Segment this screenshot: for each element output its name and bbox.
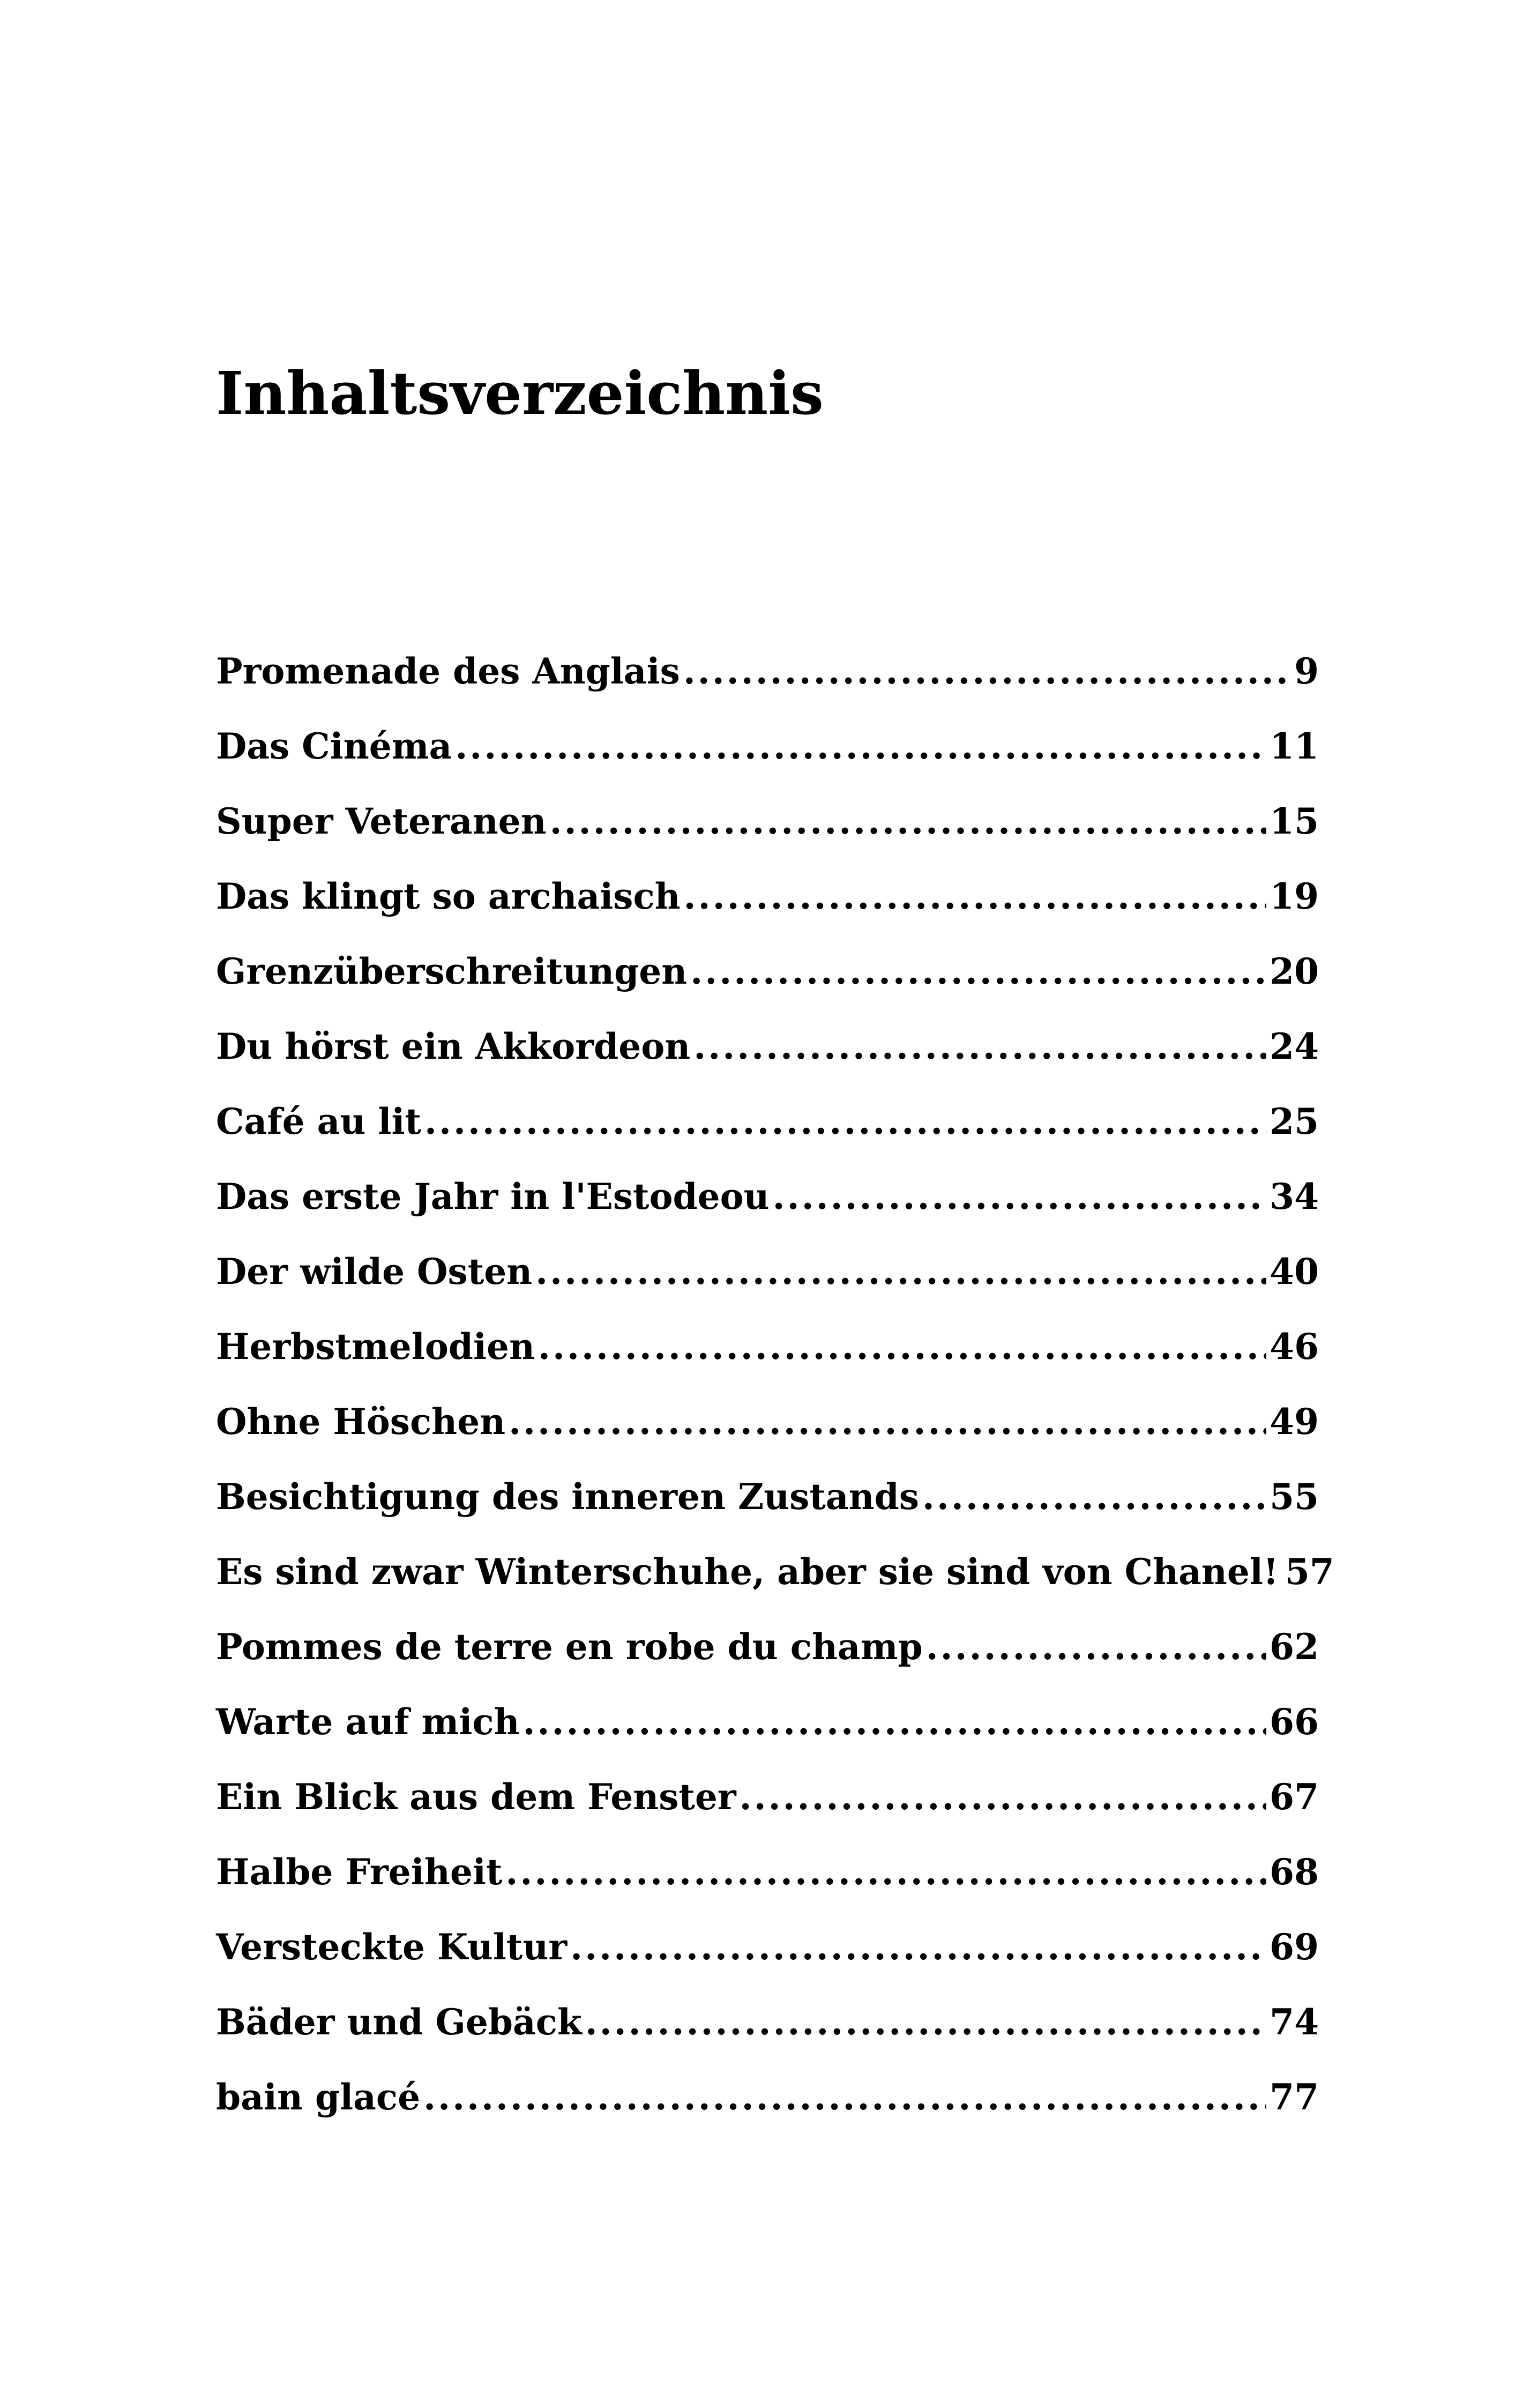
dot-leader — [505, 1834, 1266, 1909]
toc-entry-page-number: 24 — [1270, 1025, 1319, 1067]
toc-entry[interactable] — [216, 1534, 1334, 1609]
toc-entry-page-number: 74 — [1270, 2001, 1319, 2043]
table-of-contents — [216, 634, 1334, 2135]
toc-entry-page-number: 11 — [1270, 725, 1319, 767]
toc-entry[interactable] — [216, 934, 1319, 1009]
toc-entry[interactable] — [216, 1684, 1319, 1759]
toc-entry-title: Herbstmelodien — [216, 1326, 535, 1367]
toc-entry-title: Warte auf mich — [216, 1701, 520, 1743]
toc-entry[interactable] — [216, 634, 1319, 709]
toc-entry[interactable] — [216, 1834, 1319, 1909]
toc-entry-page-number: 25 — [1270, 1101, 1319, 1142]
dot-leader — [523, 1684, 1267, 1759]
toc-entry-title: Der wilde Osten — [216, 1251, 533, 1292]
toc-entry-page-number: 77 — [1270, 2076, 1319, 2118]
toc-entry[interactable] — [216, 1234, 1319, 1309]
toc-entry-page-number: 67 — [1270, 1776, 1319, 1818]
toc-entry-page-number: 46 — [1270, 1326, 1319, 1367]
toc-entry[interactable] — [216, 1084, 1319, 1159]
toc-entry[interactable] — [216, 1985, 1319, 2060]
toc-entry-page-number: 20 — [1270, 950, 1319, 992]
toc-entry-title: Grenzüberschreitungen — [216, 950, 688, 992]
toc-entry[interactable] — [216, 2060, 1319, 2135]
toc-entry-title: Ein Blick aus dem Fenster — [216, 1776, 736, 1818]
dot-leader — [693, 1009, 1266, 1084]
dot-leader — [570, 1909, 1266, 1985]
toc-entry-title: Café au lit — [216, 1101, 422, 1142]
toc-entry[interactable] — [216, 1759, 1319, 1834]
toc-entry[interactable] — [216, 859, 1319, 934]
toc-entry[interactable] — [216, 1909, 1319, 1985]
dot-leader — [455, 709, 1266, 784]
toc-entry-page-number: 68 — [1270, 1851, 1319, 1893]
toc-entry-page-number: 40 — [1270, 1251, 1319, 1292]
toc-entry-page-number: 34 — [1270, 1176, 1319, 1217]
toc-entry[interactable] — [216, 784, 1319, 859]
dot-leader — [922, 1459, 1266, 1534]
toc-entry[interactable] — [216, 1459, 1319, 1534]
toc-entry-title: Das erste Jahr in l'Estodeou — [216, 1176, 770, 1217]
toc-entry-title: bain glacé — [216, 2076, 421, 2118]
toc-entry-title: Es sind zwar Winterschuhe, aber sie sind von Chanel! — [216, 1551, 1279, 1593]
toc-entry-title: Das klingt so archaisch — [216, 875, 681, 917]
dot-leader — [683, 634, 1291, 709]
toc-entry-page-number: 49 — [1270, 1401, 1319, 1443]
toc-entry-title: Ohne Höschen — [216, 1401, 506, 1443]
toc-entry[interactable] — [216, 1384, 1319, 1459]
toc-entry-title: Super Veteranen — [216, 800, 547, 842]
toc-entry-page-number: 9 — [1294, 650, 1319, 692]
toc-entry-title: Bäder und Gebäck — [216, 2001, 582, 2043]
dot-leader — [585, 1985, 1266, 2060]
toc-entry[interactable] — [216, 1609, 1319, 1684]
dot-leader — [690, 934, 1266, 1009]
toc-entry-title: Du hörst ein Akkordeon — [216, 1025, 691, 1067]
toc-entry-title: Promenade des Anglais — [216, 650, 680, 692]
dot-leader — [538, 1309, 1266, 1384]
toc-entry-page-number: 19 — [1270, 875, 1319, 917]
toc-entry-page-number: 15 — [1270, 800, 1319, 842]
toc-entry-title: Versteckte Kultur — [216, 1926, 568, 1968]
dot-leader — [740, 1759, 1267, 1834]
page-title: Inhaltsverzeichnis — [216, 359, 824, 428]
toc-entry-page-number: 69 — [1270, 1926, 1319, 1968]
toc-entry[interactable] — [216, 1309, 1319, 1384]
toc-entry-page-number: 66 — [1270, 1701, 1319, 1743]
toc-entry-title: Das Cinéma — [216, 725, 452, 767]
dot-leader — [509, 1384, 1266, 1459]
dot-leader — [926, 1609, 1266, 1684]
dot-leader — [423, 2060, 1266, 2135]
toc-entry-title: Besichtigung des inneren Zustands — [216, 1476, 919, 1518]
toc-entry-page-number: 62 — [1270, 1626, 1319, 1668]
dot-leader — [684, 859, 1267, 934]
toc-entry[interactable] — [216, 1159, 1319, 1234]
toc-entry-title: Halbe Freiheit — [216, 1851, 503, 1893]
toc-entry[interactable] — [216, 709, 1319, 784]
dot-leader — [424, 1084, 1266, 1159]
toc-entry-page-number: 55 — [1270, 1476, 1319, 1518]
dot-leader — [773, 1159, 1266, 1234]
dot-leader — [550, 784, 1266, 859]
toc-entry[interactable] — [216, 1009, 1319, 1084]
toc-entry-title: Pommes de terre en robe du champ — [216, 1626, 923, 1668]
dot-leader — [535, 1234, 1266, 1309]
toc-entry-page-number: 57 — [1285, 1551, 1334, 1593]
